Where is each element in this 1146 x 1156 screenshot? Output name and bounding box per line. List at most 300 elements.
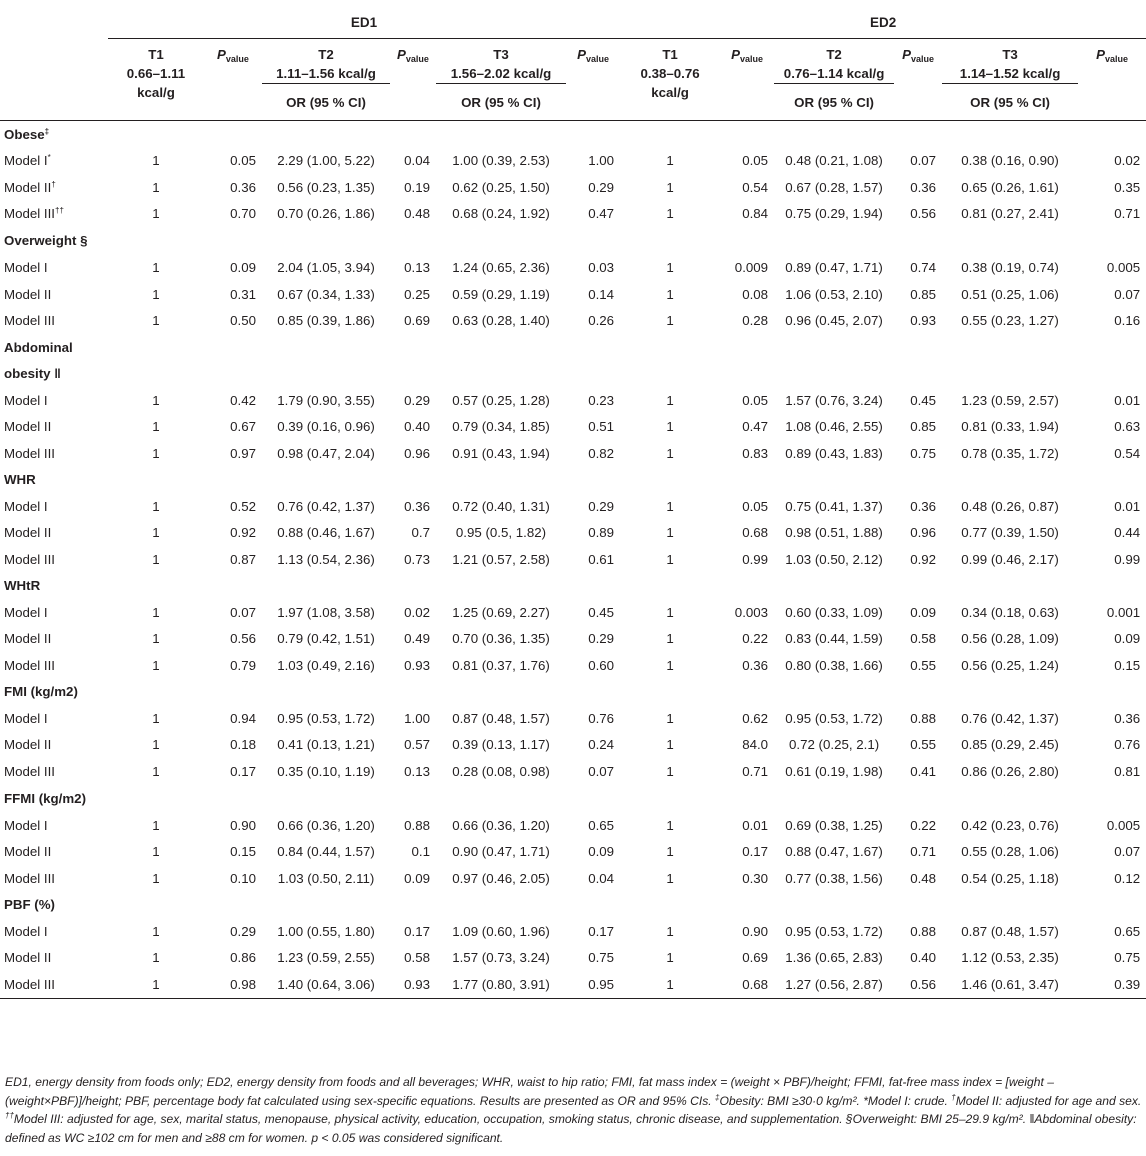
table-cell: 0.87 xyxy=(230,551,256,567)
table-row xyxy=(0,945,1146,972)
table-cell: 0.79 (0.34, 1.85) xyxy=(452,419,550,435)
table-cell: 1 xyxy=(666,976,674,992)
table-cell: 0.66 (0.36, 1.20) xyxy=(277,817,375,833)
table-cell: 0.67 (0.28, 1.57) xyxy=(785,179,883,195)
table-cell: 0.48 xyxy=(404,206,430,222)
table-cell: 1.77 (0.80, 3.91) xyxy=(452,976,550,992)
model-label: Model I xyxy=(4,260,48,276)
table-cell: 0.70 xyxy=(230,206,256,222)
table-cell: 0.01 xyxy=(1114,498,1141,514)
model-label: Model II xyxy=(4,631,52,647)
model-label: Model I xyxy=(4,710,48,726)
table-cell: 0.15 xyxy=(1114,657,1141,673)
table-cell: 0.65 (0.26, 1.61) xyxy=(961,179,1059,195)
table-cell: 1 xyxy=(152,260,160,276)
table-cell: 0.95 (0.53, 1.72) xyxy=(277,710,375,726)
table-cell: 0.19 xyxy=(404,179,430,195)
table-row xyxy=(0,174,1146,201)
table-cell: 0.88 xyxy=(910,923,937,939)
table-cell: 0.28 (0.08, 0.98) xyxy=(452,763,550,779)
table-cell: 1 xyxy=(152,153,160,169)
section-label: Obese‡ xyxy=(4,126,50,142)
table-cell: 1 xyxy=(666,392,674,408)
table-cell: 0.35 xyxy=(1114,179,1141,195)
table-cell: 0.36 xyxy=(1114,710,1141,726)
ed2-t1-header: T1 0.38–0.76 kcal/g xyxy=(640,47,700,100)
table-cell: 0.93 xyxy=(910,313,937,329)
table-cell: 0.55 (0.23, 1.27) xyxy=(961,313,1059,329)
table-cell: 0.05 xyxy=(742,498,769,514)
table-cell: 1 xyxy=(152,737,160,753)
table-cell: 0.08 xyxy=(742,286,769,302)
table-cell: 0.87 (0.48, 1.57) xyxy=(961,923,1059,939)
or-ci-header: OR (95 % CI) xyxy=(286,94,366,110)
table-cell: 1 xyxy=(666,923,674,939)
table-cell: 0.56 (0.28, 1.09) xyxy=(961,631,1059,647)
table-cell: 0.55 (0.28, 1.06) xyxy=(961,844,1059,860)
table-cell: 0.83 (0.44, 1.59) xyxy=(785,631,883,647)
table-cell: 0.88 (0.47, 1.67) xyxy=(785,844,883,860)
table-cell: 0.61 (0.19, 1.98) xyxy=(785,763,883,779)
table-cell: 0.36 xyxy=(404,498,430,514)
table-cell: 0.05 xyxy=(742,392,769,408)
table-cell: 0.36 xyxy=(230,179,256,195)
table-cell: 0.91 (0.43, 1.94) xyxy=(452,445,550,461)
table-cell: 0.99 xyxy=(1114,551,1141,567)
table-cell: 0.28 xyxy=(742,313,769,329)
model-label: Model III xyxy=(4,870,55,886)
table-row xyxy=(0,148,1146,175)
table-cell: 2.04 (1.05, 3.94) xyxy=(277,260,375,276)
table-cell: 0.34 (0.18, 0.63) xyxy=(961,604,1059,620)
table-cell: 1.03 (0.50, 2.12) xyxy=(785,551,883,567)
table-cell: 1.57 (0.73, 3.24) xyxy=(452,950,550,966)
table-cell: 0.93 xyxy=(404,657,430,673)
table-cell: 1 xyxy=(152,763,160,779)
table-cell: 0.07 xyxy=(230,604,256,620)
table-cell: 0.47 xyxy=(588,206,615,222)
section-row xyxy=(0,467,1146,494)
model-label: Model I xyxy=(4,817,48,833)
table-cell: 0.77 (0.39, 1.50) xyxy=(961,525,1059,541)
table-cell: 0.45 xyxy=(910,392,937,408)
table-cell: 1.06 (0.53, 2.10) xyxy=(785,286,883,302)
table-cell: 0.44 xyxy=(1114,525,1141,541)
table-cell: 0.40 xyxy=(404,419,430,435)
table-cell: 1 xyxy=(666,710,674,726)
table-cell: 0.88 xyxy=(910,710,937,726)
table-cell: 0.41 xyxy=(910,763,937,779)
table-cell: 1 xyxy=(666,206,674,222)
table-cell: 0.40 xyxy=(910,950,937,966)
table-cell: 1 xyxy=(152,604,160,620)
table-body xyxy=(0,121,1146,999)
table-cell: 1 xyxy=(152,179,160,195)
table-cell: 0.29 xyxy=(404,392,430,408)
table-row xyxy=(0,971,1146,998)
table-cell: 1 xyxy=(666,817,674,833)
table-cell: 0.90 (0.47, 1.71) xyxy=(452,844,550,860)
table-row xyxy=(0,705,1146,732)
table-cell: 0.09 xyxy=(230,260,256,276)
table-cell: 0.82 xyxy=(588,445,615,461)
table-row xyxy=(0,839,1146,866)
table-cell: 0.51 xyxy=(588,419,615,435)
table-cell: 0.01 xyxy=(742,817,769,833)
table-cell: 0.16 xyxy=(1114,313,1141,329)
table-row xyxy=(0,732,1146,759)
section-label: Abdominal obesity ‖ xyxy=(4,340,73,381)
table-cell: 0.75 (0.41, 1.37) xyxy=(785,498,883,514)
table-cell: 1.13 (0.54, 2.36) xyxy=(277,551,375,567)
table-cell: 0.70 (0.36, 1.35) xyxy=(452,631,550,647)
table-cell: 0.55 xyxy=(910,737,937,753)
table-cell: 1.23 (0.59, 2.55) xyxy=(277,950,375,966)
table-row xyxy=(0,758,1146,785)
table-cell: 0.97 xyxy=(230,445,256,461)
table-cell: 0.56 xyxy=(910,976,937,992)
table-cell: 1 xyxy=(152,817,160,833)
table-cell: 1.57 (0.76, 3.24) xyxy=(785,392,883,408)
table-cell: 1 xyxy=(666,657,674,673)
table-row xyxy=(0,414,1146,441)
results-table xyxy=(0,6,1146,999)
model-label: Model III xyxy=(4,445,55,461)
table-cell: 0.98 (0.51, 1.88) xyxy=(785,525,883,541)
table-cell: 0.80 (0.38, 1.66) xyxy=(785,657,883,673)
section-label: FFMI (kg/m2) xyxy=(4,790,86,806)
ed2-pvalue-2-header: $P_{value}$ xyxy=(902,47,935,64)
table-cell: 0.41 (0.13, 1.21) xyxy=(277,737,375,753)
table-cell: 1 xyxy=(666,844,674,860)
table-cell: 84.0 xyxy=(742,737,769,753)
table-cell: 0.76 xyxy=(1114,737,1141,753)
table-cell: 0.95 xyxy=(588,976,615,992)
table-cell: 0.71 xyxy=(910,844,937,860)
table-cell: 0.003 xyxy=(734,604,769,620)
model-label: Model I xyxy=(4,604,48,620)
ed2-pvalue-1-header: $P_{value}$ xyxy=(731,47,764,64)
table-cell: 0.67 xyxy=(230,419,256,435)
table-cell: 0.07 xyxy=(910,153,937,169)
model-label: Model II xyxy=(4,950,52,966)
table-cell: 1 xyxy=(152,392,160,408)
table-cell: 0.83 xyxy=(742,445,769,461)
table-cell: 0.81 (0.27, 2.41) xyxy=(961,206,1059,222)
table-row xyxy=(0,626,1146,653)
model-label: Model I* xyxy=(4,153,51,169)
table-row xyxy=(0,812,1146,839)
table-cell: 0.39 (0.13, 1.17) xyxy=(452,737,550,753)
table-cell: 0.23 xyxy=(588,392,615,408)
ed2-pvalue-3-header: $P_{value}$ xyxy=(1096,47,1129,64)
section-row xyxy=(0,334,1146,387)
table-cell: 0.96 xyxy=(910,525,937,541)
table-cell: 0.66 (0.36, 1.20) xyxy=(452,817,550,833)
table-cell: 0.10 xyxy=(230,870,256,886)
ed1-pvalue-1-header: $P_{value}$ xyxy=(217,47,249,64)
table-cell: 1 xyxy=(152,870,160,886)
table-cell: 1.27 (0.56, 2.87) xyxy=(785,976,883,992)
table-cell: 0.7 xyxy=(411,525,430,541)
table-cell: 0.72 (0.40, 1.31) xyxy=(452,498,550,514)
table-cell: 1 xyxy=(152,657,160,673)
table-cell: 0.36 xyxy=(910,498,937,514)
table-cell: 0.17 xyxy=(230,763,256,779)
table-row xyxy=(0,281,1146,308)
table-cell: 0.63 (0.28, 1.40) xyxy=(452,313,550,329)
table-cell: 0.75 xyxy=(588,950,615,966)
section-row xyxy=(0,679,1146,706)
table-cell: 1 xyxy=(152,923,160,939)
table-cell: 0.70 (0.26, 1.86) xyxy=(277,206,375,222)
table-cell: 0.79 (0.42, 1.51) xyxy=(277,631,375,647)
table-cell: 1.97 (1.08, 3.58) xyxy=(277,604,375,620)
table-row xyxy=(0,520,1146,547)
table-cell: 1 xyxy=(666,313,674,329)
model-label: Model II† xyxy=(4,179,56,195)
table-cell: 0.89 xyxy=(588,525,615,541)
table-cell: 1 xyxy=(152,551,160,567)
ed1-group-header: ED1 xyxy=(108,6,620,39)
table-row xyxy=(0,387,1146,414)
table-cell: 1 xyxy=(152,206,160,222)
table-cell: 0.59 (0.29, 1.19) xyxy=(452,286,550,302)
ed2-t2-header: T2 0.76–1.14 kcal/g xyxy=(774,39,894,84)
table-cell: 1 xyxy=(666,260,674,276)
table-cell: 1 xyxy=(666,604,674,620)
table-cell: 1 xyxy=(666,631,674,647)
table-cell: 0.07 xyxy=(588,763,615,779)
table-cell: 1 xyxy=(152,631,160,647)
table-cell: 0.38 (0.19, 0.74) xyxy=(961,260,1059,276)
table-cell: 0.35 (0.10, 1.19) xyxy=(277,763,375,779)
table-cell: 1 xyxy=(666,763,674,779)
table-cell: 0.71 xyxy=(1114,206,1141,222)
ed2-group-header: ED2 xyxy=(620,6,1146,39)
table-cell: 0.07 xyxy=(1114,286,1141,302)
model-label: Model II xyxy=(4,844,52,860)
ed1-t1-header: T1 0.66–1.11 kcal/g xyxy=(126,47,186,100)
table-cell: 0.62 xyxy=(742,710,769,726)
table-cell: 0.09 xyxy=(1114,631,1141,647)
model-label: Model III†† xyxy=(4,206,64,222)
table-cell: 0.29 xyxy=(230,923,256,939)
table-cell: 1.00 (0.39, 2.53) xyxy=(452,153,550,169)
table-cell: 0.51 (0.25, 1.06) xyxy=(961,286,1059,302)
section-label: FMI (kg/m2) xyxy=(4,684,78,700)
or-ci-header: OR (95 % CI) xyxy=(461,94,541,110)
section-row xyxy=(0,785,1146,813)
table-cell: 0.1 xyxy=(411,844,430,860)
table-cell: 0.76 xyxy=(588,710,615,726)
table-cell: 0.75 (0.29, 1.94) xyxy=(785,206,883,222)
table-cell: 0.86 (0.26, 2.80) xyxy=(961,763,1059,779)
table-cell: 0.39 xyxy=(1114,976,1141,992)
table-row xyxy=(0,546,1146,573)
table-cell: 1.21 (0.57, 2.58) xyxy=(452,551,550,567)
table-cell: 0.17 xyxy=(404,923,430,939)
table-cell: 0.55 xyxy=(910,657,937,673)
table-cell: 0.54 xyxy=(742,179,769,195)
table-cell: 0.94 xyxy=(230,710,256,726)
table-cell: 0.12 xyxy=(1114,870,1141,886)
table-cell: 0.85 xyxy=(910,419,937,435)
table-cell: 0.81 xyxy=(1114,763,1141,779)
table-cell: 0.22 xyxy=(910,817,937,833)
section-label: WHtR xyxy=(4,578,41,594)
table-cell: 0.65 xyxy=(588,817,615,833)
ed1-t3-header: T3 1.56–2.02 kcal/g xyxy=(436,39,566,84)
table-cell: 0.001 xyxy=(1106,604,1141,620)
table-cell: 0.48 (0.21, 1.08) xyxy=(785,153,883,169)
model-label: Model I xyxy=(4,923,48,939)
table-row xyxy=(0,599,1146,626)
table-cell: 0.92 xyxy=(230,525,256,541)
table-cell: 0.56 (0.25, 1.24) xyxy=(961,657,1059,673)
table-cell: 0.09 xyxy=(404,870,430,886)
table-cell: 0.07 xyxy=(1114,844,1141,860)
table-cell: 0.58 xyxy=(910,631,937,647)
table-cell: 0.54 xyxy=(1114,445,1141,461)
table-cell: 0.97 (0.46, 2.05) xyxy=(452,870,550,886)
section-row xyxy=(0,573,1146,600)
table-cell: 0.48 xyxy=(910,870,937,886)
model-label: Model III xyxy=(4,313,55,329)
table-cell: 0.57 xyxy=(404,737,430,753)
table-cell: 0.13 xyxy=(404,763,430,779)
table-cell: 0.60 (0.33, 1.09) xyxy=(785,604,883,620)
table-cell: 0.98 (0.47, 2.04) xyxy=(277,445,375,461)
table-cell: 1 xyxy=(152,710,160,726)
table-cell: 0.18 xyxy=(230,737,256,753)
table-cell: 1 xyxy=(152,498,160,514)
table-cell: 0.71 xyxy=(742,763,769,779)
table-cell: 0.36 xyxy=(742,657,769,673)
table-cell: 0.88 xyxy=(404,817,430,833)
model-label: Model II xyxy=(4,525,52,541)
table-cell: 0.95 (0.53, 1.72) xyxy=(785,923,883,939)
model-label: Model III xyxy=(4,657,55,673)
model-label: Model II xyxy=(4,286,52,302)
model-label: Model II xyxy=(4,737,52,753)
table-cell: 1 xyxy=(152,445,160,461)
section-row xyxy=(0,121,1146,148)
table-cell: 0.76 (0.42, 1.37) xyxy=(277,498,375,514)
table-cell: 1 xyxy=(152,313,160,329)
table-cell: 0.02 xyxy=(1114,153,1141,169)
table-cell: 0.25 xyxy=(404,286,430,302)
model-label: Model III xyxy=(4,763,55,779)
table-cell: 0.75 xyxy=(910,445,937,461)
table-cell: 0.96 (0.45, 2.07) xyxy=(785,313,883,329)
table-cell: 1.40 (0.64, 3.06) xyxy=(277,976,375,992)
table-cell: 0.15 xyxy=(230,844,256,860)
table-cell: 0.93 xyxy=(404,976,430,992)
table-cell: 1.25 (0.69, 2.27) xyxy=(452,604,550,620)
table-cell: 1 xyxy=(666,419,674,435)
ed1-pvalue-3-header: $P_{value}$ xyxy=(577,47,609,64)
model-label: Model III xyxy=(4,976,55,992)
section-label: Overweight § xyxy=(4,233,88,249)
table-cell: 0.65 xyxy=(1114,923,1141,939)
table-cell: 0.84 xyxy=(742,206,769,222)
table-cell: 0.69 xyxy=(742,950,769,966)
table-cell: 0.88 (0.46, 1.67) xyxy=(277,525,375,541)
model-label: Model I xyxy=(4,392,48,408)
table-cell: 0.67 (0.34, 1.33) xyxy=(277,286,375,302)
table-cell: 0.72 (0.25, 2.1) xyxy=(788,737,880,753)
table-cell: 0.24 xyxy=(588,737,615,753)
table-cell: 1 xyxy=(666,525,674,541)
table-cell: 0.17 xyxy=(742,844,769,860)
table-cell: 0.81 (0.33, 1.94) xyxy=(961,419,1059,435)
table-cell: 0.29 xyxy=(588,631,615,647)
table-cell: 1 xyxy=(152,976,160,992)
table-cell: 0.03 xyxy=(588,260,615,276)
table-cell: 1.03 (0.49, 2.16) xyxy=(277,657,375,673)
table-cell: 0.56 xyxy=(230,631,256,647)
table-footnote: ED1, energy density from foods only; ED2, energy density from foods and all beverages; WHR, waist to hip ratio; FMI, fat mass index = (weight × PBF)/height; FFMI, fat-free mass index = [weight – (weight×PBF)]/height; PBF, percentage body fat calculated using sex-specific equations. Results are presented as OR and 95% CIs. ‡Obesity: BMI ≥30·0 kg/m². *Model I: crude. †Model II: adjusted for age and sex. ††Model III: adjusted for age, sex, marital status, menopause, physical activity, education, occupation, smoking status, chronic disease, and supplementation. §Overweight: BMI 25–29.9 kg/m². ‖Abdominal obesity: defined as WC ≥102 cm for men and ≥88 cm for women. p < 0.05 was considered significant. xyxy=(5,1075,1142,1145)
table-cell: 0.30 xyxy=(742,870,769,886)
table-cell: 0.48 (0.26, 0.87) xyxy=(961,498,1059,514)
table-cell: 0.04 xyxy=(404,153,430,169)
table-cell: 0.81 (0.37, 1.76) xyxy=(452,657,550,673)
table-row xyxy=(0,865,1146,892)
or-ci-header: OR (95 % CI) xyxy=(794,94,874,110)
table-cell: 0.87 (0.48, 1.57) xyxy=(452,710,550,726)
table-cell: 0.09 xyxy=(588,844,615,860)
table-cell: 0.17 xyxy=(588,923,615,939)
table-cell: 0.05 xyxy=(742,153,769,169)
table-cell: 0.77 (0.38, 1.56) xyxy=(785,870,883,886)
table-cell: 0.84 (0.44, 1.57) xyxy=(277,844,375,860)
table-cell: 0.68 (0.24, 1.92) xyxy=(452,206,550,222)
table-cell: 0.13 xyxy=(404,260,430,276)
section-label: WHR xyxy=(4,472,36,488)
section-row xyxy=(0,227,1146,255)
table-cell: 0.49 xyxy=(404,631,430,647)
table-row xyxy=(0,308,1146,335)
table-cell: 1.03 (0.50, 2.11) xyxy=(277,870,375,886)
table-row xyxy=(0,652,1146,679)
table-cell: 0.99 (0.46, 2.17) xyxy=(961,551,1059,567)
table-cell: 0.36 xyxy=(910,179,937,195)
table-cell: 1 xyxy=(152,286,160,302)
table-cell: 1 xyxy=(152,419,160,435)
section-label: PBF (%) xyxy=(4,897,55,913)
table-cell: 0.42 xyxy=(230,392,256,408)
table-cell: 0.62 (0.25, 1.50) xyxy=(452,179,550,195)
table-cell: 0.75 xyxy=(1114,950,1141,966)
table-cell: 0.42 (0.23, 0.76) xyxy=(961,817,1059,833)
ed1-pvalue-2-header: $P_{value}$ xyxy=(397,47,429,64)
table-cell: 0.74 xyxy=(910,260,937,276)
table-row xyxy=(0,493,1146,520)
table-cell: 0.63 xyxy=(1114,419,1141,435)
table-cell: 0.04 xyxy=(588,870,615,886)
table-cell: 0.005 xyxy=(1106,817,1141,833)
table-cell: 0.95 (0.53, 1.72) xyxy=(785,710,883,726)
table-cell: 0.92 xyxy=(910,551,937,567)
table-cell: 0.29 xyxy=(588,179,615,195)
table-cell: 0.31 xyxy=(230,286,256,302)
table-cell: 1 xyxy=(152,844,160,860)
table-cell: 0.009 xyxy=(734,260,769,276)
table-cell: 0.61 xyxy=(588,551,615,567)
table-row xyxy=(0,440,1146,467)
table-cell: 0.50 xyxy=(230,313,256,329)
